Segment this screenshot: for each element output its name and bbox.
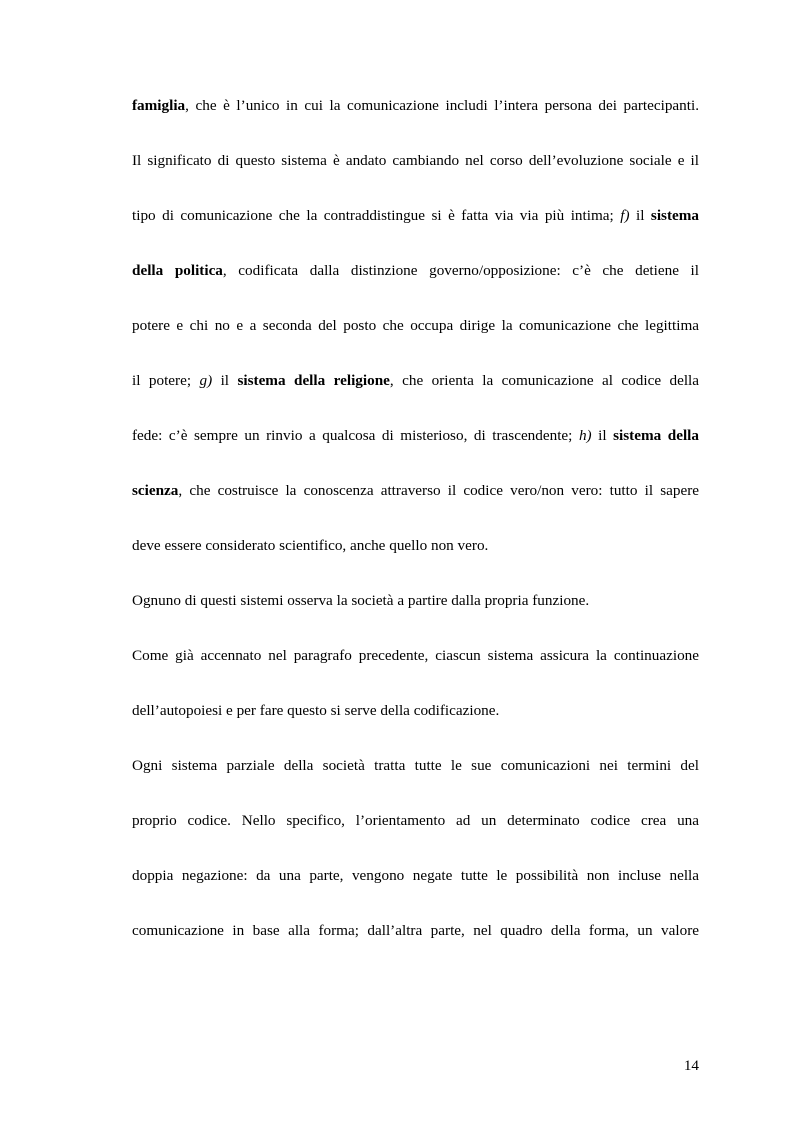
- bold-term: della politica: [132, 262, 223, 279]
- list-marker: h): [578, 427, 592, 444]
- page-number: 14: [683, 1057, 699, 1074]
- text-line-2: Il significato di questo sistema è andato cambiando nel corso dell’evoluzione sociale e il: [132, 152, 699, 169]
- bold-term: scienza: [132, 482, 179, 499]
- list-marker: f): [620, 207, 630, 224]
- text-line-7: fede: c’è sempre un rinvio a qualcosa di misterioso, di trascendente; h) il sistema della: [132, 427, 699, 444]
- text-line-15: doppia negazione: da una parte, vengono negate tutte le possibilità non incluse nella: [132, 867, 699, 884]
- bold-term: sistema della: [613, 427, 699, 444]
- bold-term: sistema: [650, 207, 699, 224]
- list-marker: g): [199, 372, 213, 389]
- text-line-14: proprio codice. Nello specifico, l’orientamento ad un determinato codice crea una: [132, 812, 699, 829]
- text-line-5: potere e chi no e a seconda del posto che occupa dirige la comunicazione che legittima: [132, 317, 699, 334]
- text-line-1: famiglia, che è l’unico in cui la comunicazione includi l’intera persona dei partecipanti.: [132, 97, 699, 114]
- text-line-16: comunicazione in base alla forma; dall’altra parte, nel quadro della forma, un valore: [132, 922, 699, 939]
- bold-term: famiglia: [132, 97, 186, 114]
- body-text: [132, 92, 699, 945]
- text-line-8: scienza, che costruisce la conoscenza attraverso il codice vero/non vero: tutto il sapere: [132, 482, 699, 499]
- text-line-6: il potere; g) il sistema della religione, che orienta la comunicazione al codice della: [132, 372, 700, 389]
- text-line-3: tipo di comunicazione che la contraddistingue si è fatta via via più intima; f) il sistema: [132, 207, 699, 224]
- text-line-10: Ognuno di questi sistemi osserva la società a partire dalla propria funzione.: [132, 592, 590, 609]
- text-line-9: deve essere considerato scientifico, anche quello non vero.: [132, 537, 489, 554]
- text-line-12: dell’autopoiesi e per fare questo si serve della codificazione.: [132, 702, 500, 719]
- text-line-13: Ogni sistema parziale della società tratta tutte le sue comunicazioni nei termini del: [132, 757, 699, 774]
- text-line-11: Come già accennato nel paragrafo precedente, ciascun sistema assicura la continuazione: [132, 647, 699, 664]
- text-line-4: della politica, codificata dalla distinzione governo/opposizione: c’è che detiene il: [132, 262, 699, 279]
- bold-term: sistema della religione: [237, 372, 390, 389]
